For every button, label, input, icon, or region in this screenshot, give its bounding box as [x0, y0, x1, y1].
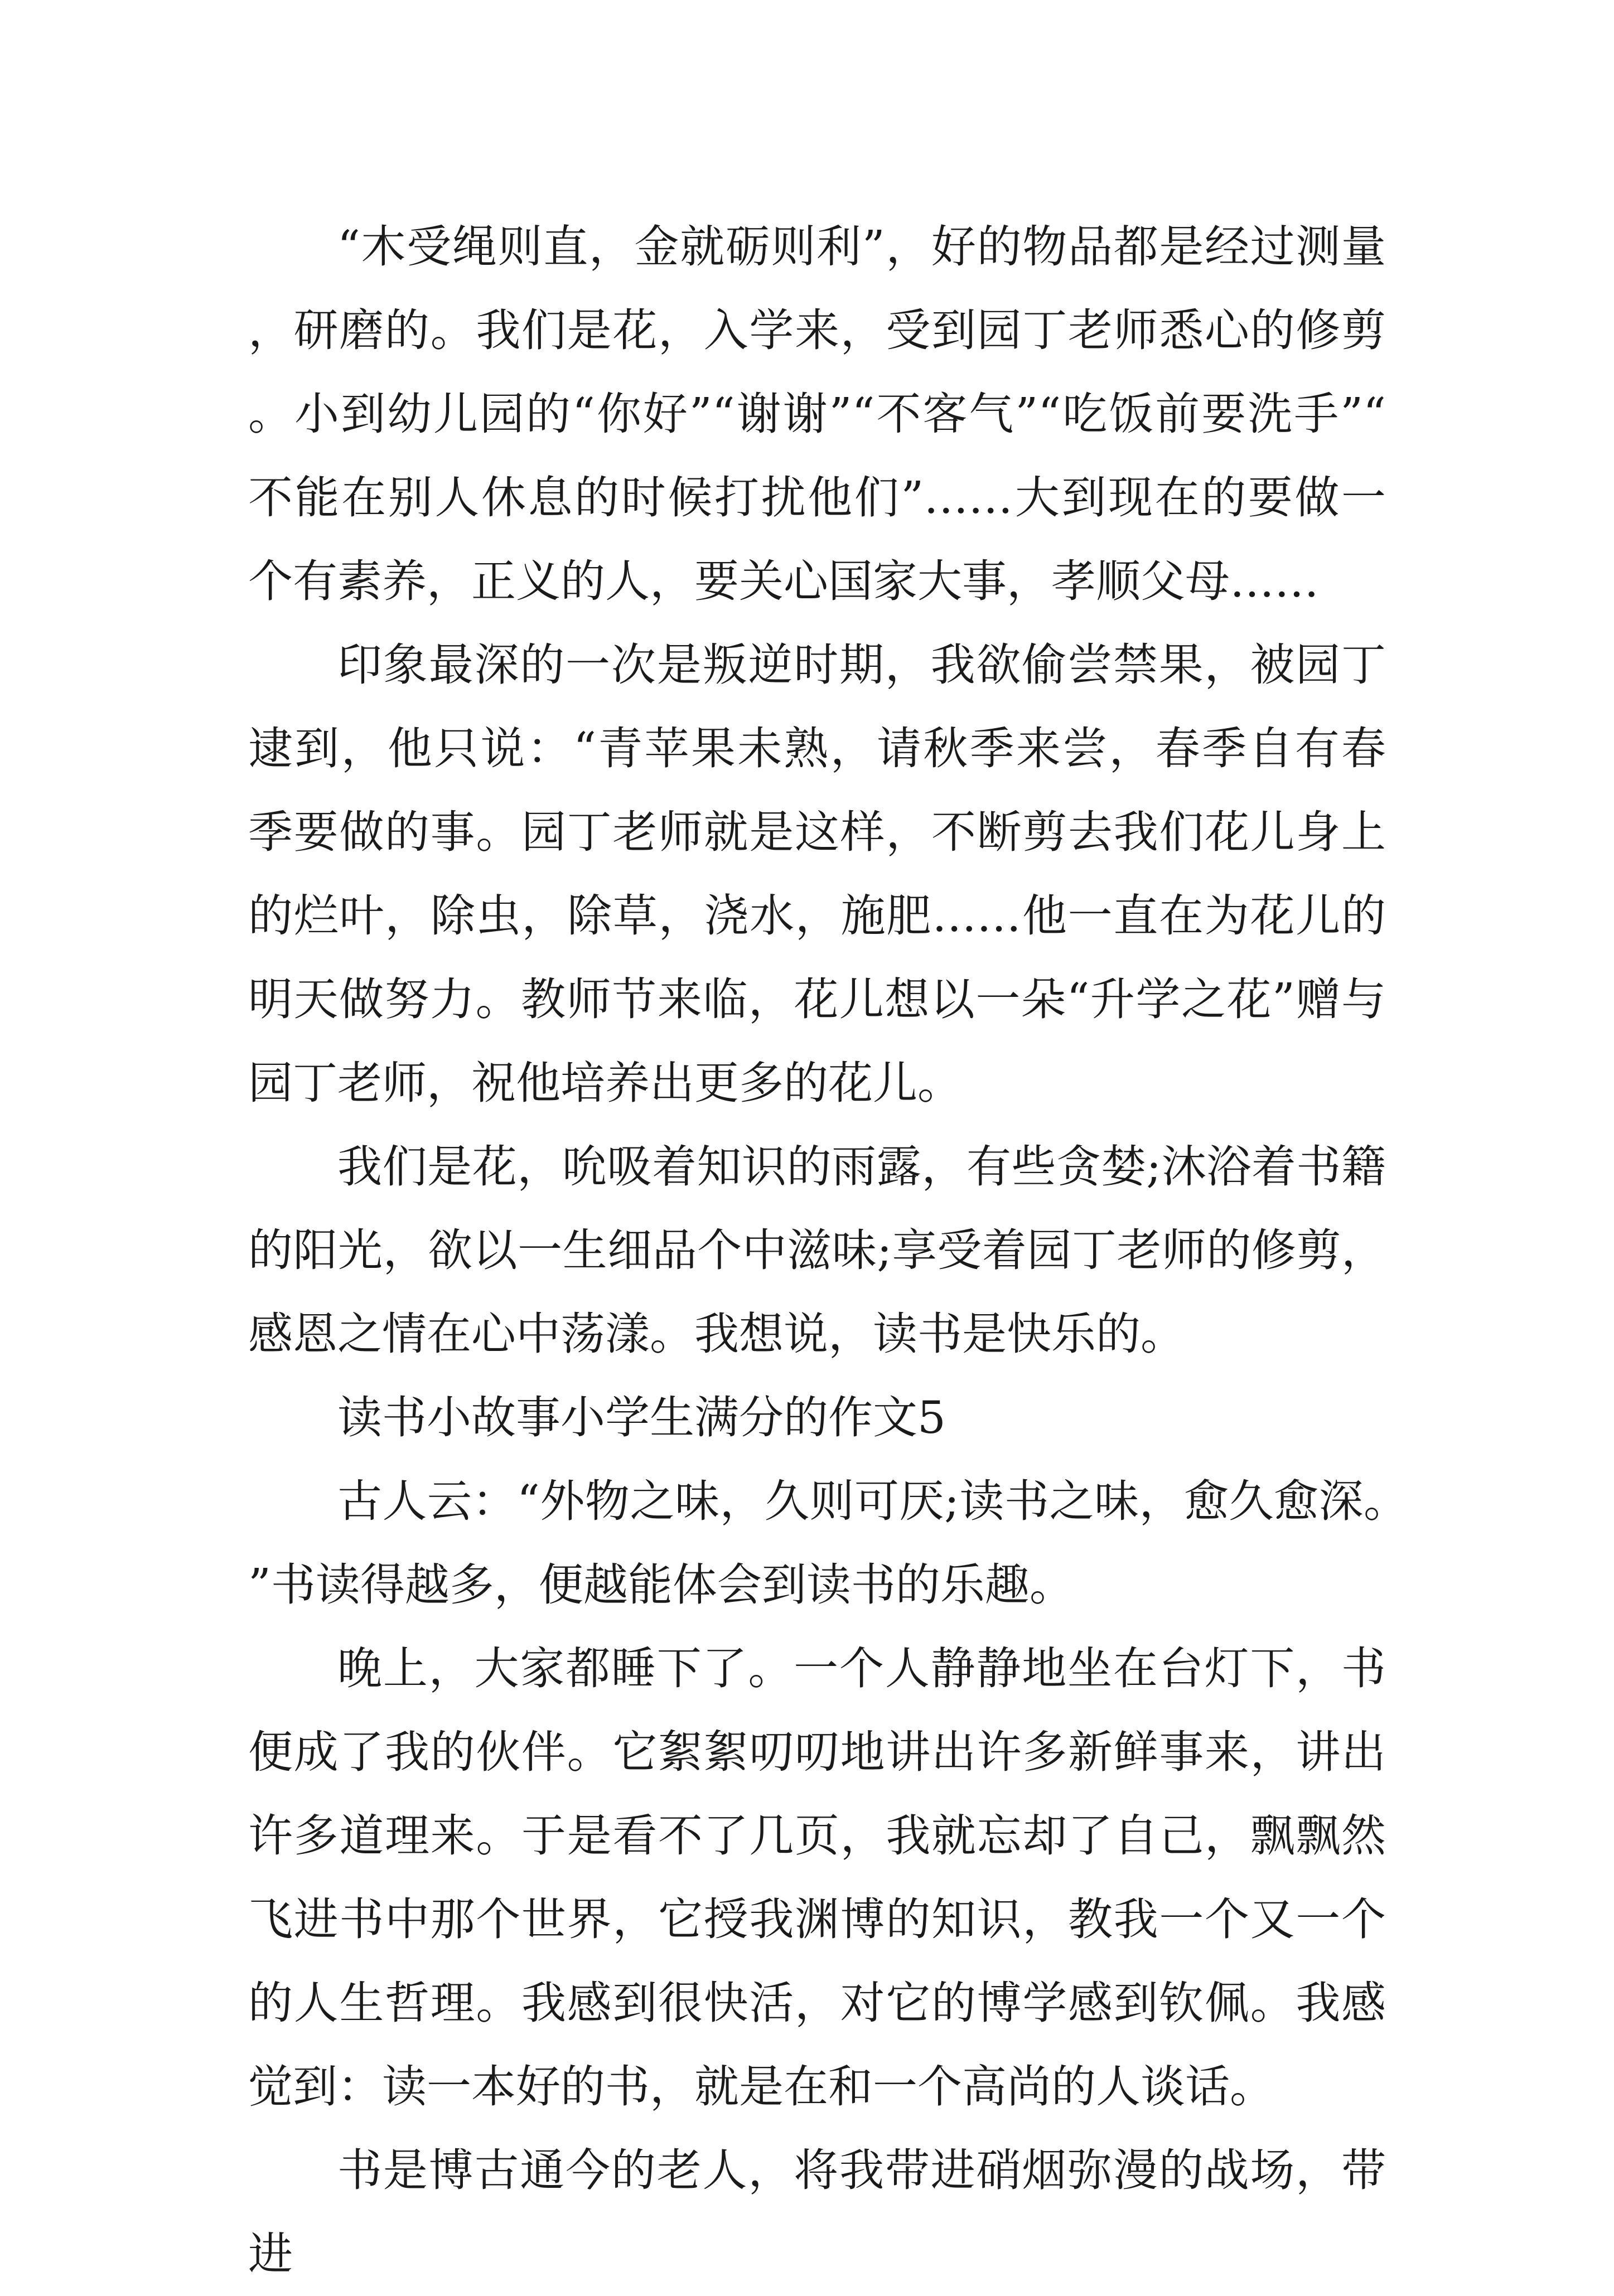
paragraph-3: 我们是花，吮吸着知识的雨露，有些贪婪;沐浴着书籍的阳光，欲以一生细品个中滋味;享受着园丁老师的修剪，感恩之情在心中荡漾。我想说，读书是快乐的。	[248, 1141, 1386, 1360]
paragraph-5: 晚上，大家都睡下了。一个人静静地坐在台灯下，书便成了我的伙伴。它絮絮叨叨地讲出许多新鲜事来，讲出许多道理来。于是看不了几页，我就忘却了自己，飘飘然飞进书中那个世界，它授我渊博的知识，教我一个又一个的人生哲理。我感到很快活，对它的博学感到钦佩。我感觉到：读一本好的书，就是在和一个高尚的人谈话。	[248, 1643, 1386, 2113]
paragraph-2: 印象最深的一次是叛逆时期，我欲偷尝禁果，被园丁逮到，他只说：“青苹果未熟，请秋季来尝，春季自有春季要做的事。园丁老师就是这样，不断剪去我们花儿身上的烂叶，除虫，除草，浇水，施肥……他一直在为花儿的明天做努力。教师节来临，花儿想以一朵“升学之花”赠与园丁老师，祝他培养出更多的花儿。	[248, 639, 1386, 1109]
paragraph-1: “木受绳则直，金就砺则利”，好的物品都是经过测量，研磨的。我们是花，入学来，受到园丁老师悉心的修剪。小到幼儿园的“你好”“谢谢”“不客气”“吃饭前要洗手”“不能在别人休息的时候打扰他们”……大到现在的要做一个有素养，正义的人，要关心国家大事，孝顺父母……	[248, 221, 1386, 607]
paragraph-4: 古人云：“外物之味，久则可厌;读书之味，愈久愈深。”书读得越多，便越能体会到读书的乐趣。	[248, 1475, 1386, 1611]
paragraph-6: 书是博古通今的老人，将我带进硝烟弥漫的战场，带进	[248, 2144, 1386, 2280]
document-body	[248, 205, 1386, 2296]
section-heading: 读书小故事小学生满分的作文5	[337, 1392, 946, 1444]
